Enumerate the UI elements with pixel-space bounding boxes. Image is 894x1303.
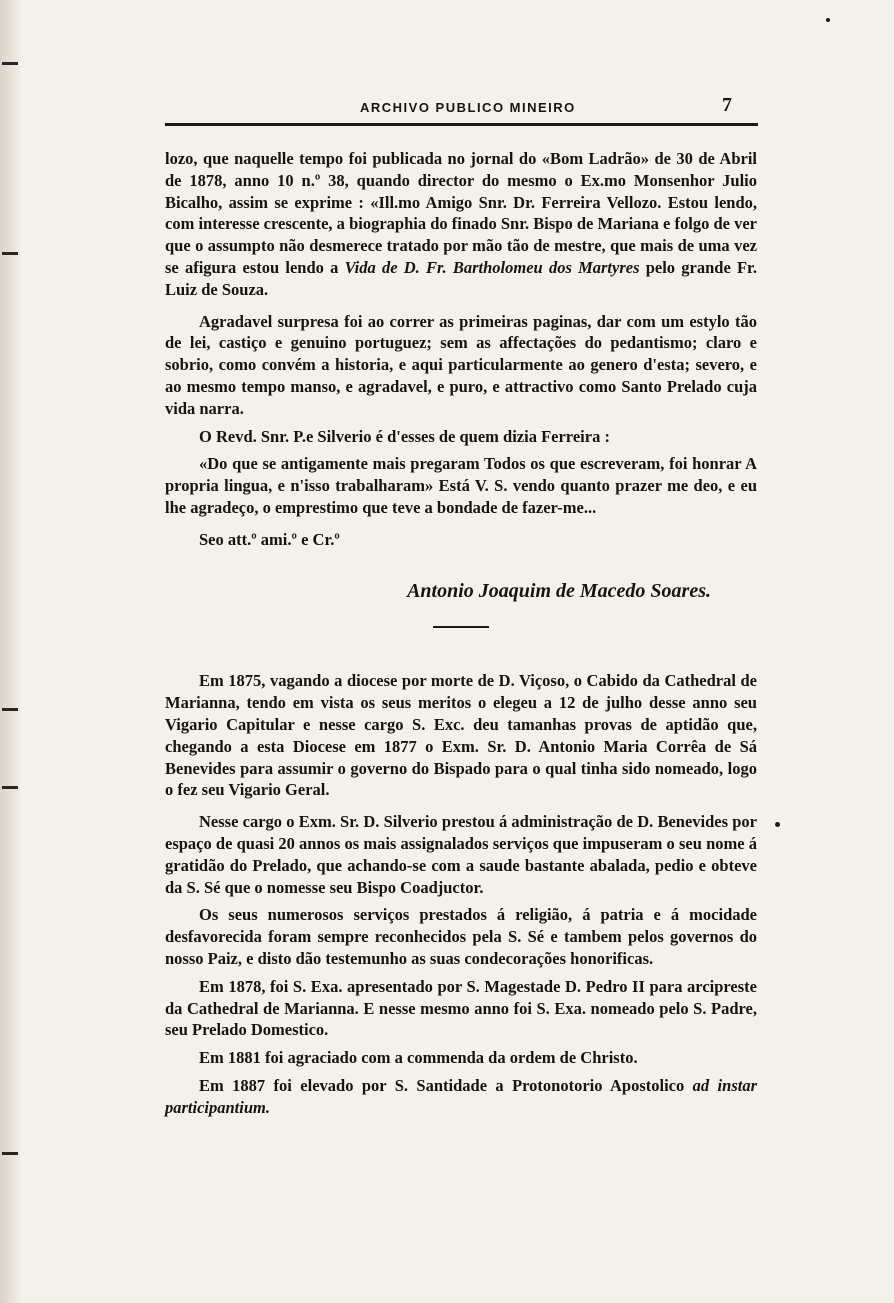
- biography-paragraph: Em 1878, foi S. Exa. apresentado por S. Magestade D. Pedro II para arcipreste da Cathedral de Marianna. E nesse mesmo anno foi S. Exa. nomeado pelo S. Padre, seu Prelado Domestico.: [165, 976, 757, 1040]
- signature: Antonio Joaquim de Macedo Soares.: [407, 579, 711, 602]
- biography-paragraph: Em 1875, vagando a diocese por morte de D. Viçoso, o Cabido da Cathedral de Marianna, tendo em vista os seus meritos o elegeu a 12 de julho desse anno seu Vigario Capitular e nesse cargo S. Exc. deu tamanhas provas de aptidão que, chegando a esta Diocese em 1877 o Exm. Sr. D. Antonio Maria Corrêa de Sá Benevides para assumir o governo do Bispado para o qual tinha sido nomeado, logo o fez seu Vigario Geral.: [165, 671, 757, 800]
- biography-paragraph: [165, 1075, 757, 1119]
- binding-mark: [2, 708, 18, 711]
- binding-mark: [2, 62, 18, 65]
- print-speck: [775, 822, 780, 827]
- print-speck: [826, 18, 830, 22]
- biography-paragraph: Os seus numerosos serviços prestados á religião, á patria e á mocidade desfavorecida foram sempre reconhecidos pela S. Sé e tambem pelos governos do nosso Paiz, e disto dão testemunho as suas condecorações honorificas.: [165, 905, 757, 968]
- page-header: [165, 90, 758, 126]
- biography-paragraph: Em 1881 foi agraciado com a commenda da ordem de Christo.: [199, 1048, 638, 1068]
- biography-paragraph: Nesse cargo o Exm. Sr. D. Silverio prestou á administração de D. Benevides por espaço de quasi 20 annos os mais assignalados serviços que impuseram o seu nome á gratidão do Prelado, que achando-se com a saude bastante abalada, pedio e obteve da S. Sé que o nomesse seu Bispo Coadjuctor.: [165, 812, 757, 897]
- page-number: 7: [722, 94, 732, 116]
- page-binding-edge: [0, 0, 22, 1303]
- binding-mark: [2, 786, 18, 789]
- book-title: Vida de D. Fr. Bartholomeu dos Martyres: [344, 257, 640, 277]
- letter-closing: Seo att.º ami.º e Cr.º: [199, 529, 340, 549]
- page-body: [165, 148, 757, 1118]
- letter-paragraph: O Revd. Snr. P.e Silverio é d'esses de quem dizia Ferreira :: [199, 426, 610, 446]
- letter-paragraph: [165, 148, 757, 301]
- section-divider: [433, 626, 489, 628]
- header-rule: [165, 123, 758, 126]
- letter-quote: «Do que se antigamente mais pregaram Todos os que escreveram, foi honrar A propria lingua, e n'isso trabalharam» Está V. S. vendo quanto prazer me deo, e eu lhe agradeço, o emprestimo que teve a bondade de fazer-me...: [165, 454, 757, 517]
- latin-phrase: ad instar participantium.: [165, 1075, 757, 1117]
- paragraph-text: lozo, que naquelle tempo foi publicada no jornal do «Bom Ladrão» de 30 de Abril de 1878, anno 10 n.º 38, quando director do mesmo o Ex.mo Monsenhor Julio Bicalho, assim se exprime : «Ill.mo Amigo Snr. Dr. Ferreira Vellozo. Estou lendo, com interesse crescente, a biographia do finado Snr. Bispo de Mariana e folgo de ver que o assumpto não desmerece tratado por mão tão de mestre, que mais de uma vez se afigura estou lendo a: [165, 149, 757, 277]
- binding-mark: [2, 252, 18, 255]
- paragraph-text: pelo grande Fr. Luiz de Souza.: [165, 257, 757, 299]
- binding-mark: [2, 1152, 18, 1155]
- letter-paragraph: Agradavel surpresa foi ao correr as primeiras paginas, dar com um estylo tão de lei, castiço e genuino portuguez; sem as affectações do pedantismo; claro e sobrio, como convém a historia, e aqui particularmente ao genero d'esta; severo, e ao mesmo tempo manso, e agradavel, e puro, e attractivo como Santo Prelado cuja vida narra.: [165, 311, 757, 418]
- running-head: ARCHIVO PUBLICO MINEIRO: [360, 100, 576, 115]
- paragraph-text: Em 1887 foi elevado por S. Santidade a Protonotorio Apostolico: [199, 1075, 693, 1095]
